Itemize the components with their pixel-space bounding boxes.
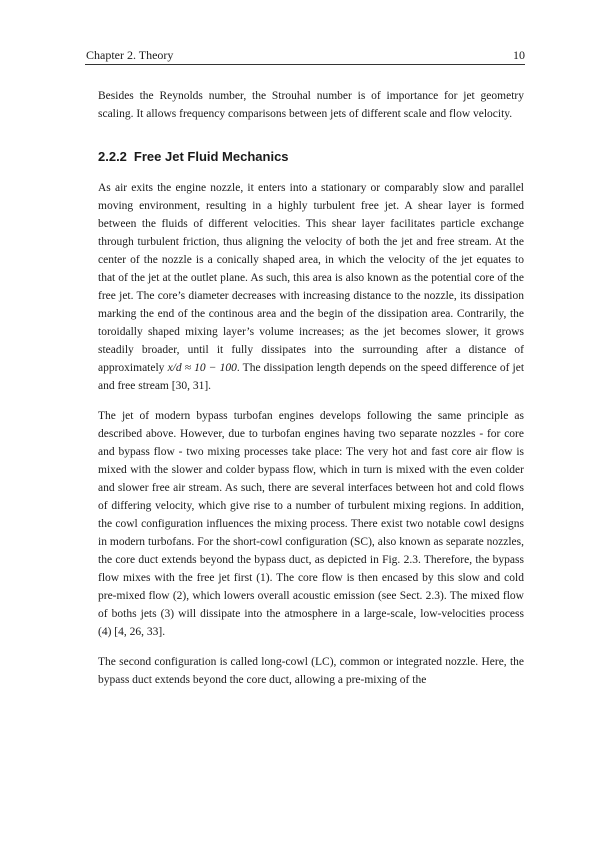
section-heading: [98, 149, 524, 165]
paragraph-long-cowl: The second configuration is called long-cowl (LC), common or integrated nozzle. Here, the bypass duct extends beyond the core duct, allowing a pre-mixing of the: [98, 656, 524, 686]
paragraph-text: As air exits the engine nozzle, it enters into a stationary or comparably slow and parallel moving environment, resulting in a highly turbulent free jet. A shear layer is formed between the fluids of different velocities. This shear layer facilitates particle exchange through turbulent friction, thus aligning the velocity of both the jet and free stream. At the center of the nozzle is a conically shaped area, in which the velocity of the jet equates to that of the jet at the outlet plane. As such, this area is also known as the potential core of the free jet. The core’s diameter decreases with increasing distance to the nozzle, its dissipation marking the end of the continous area and the begin of the dissipation area. Contrarily, the toroidally shaped mixing layer’s volume increases; as the jet becomes slower, it grows steadily broader, until it fully dissipates into the surrounding after a distance of approximately: [98, 182, 524, 374]
inline-math-formula: x/d ≈ 10 − 100: [167, 362, 237, 374]
page-body: [98, 87, 524, 701]
page-number: 10: [513, 48, 525, 62]
section-title: Free Jet Fluid Mechanics: [133, 149, 289, 164]
paragraph-free-jet: [98, 179, 524, 395]
section-number: 2.2.2: [98, 149, 127, 164]
intro-paragraph: Besides the Reynolds number, the Strouhal number is of importance for jet geometry scaling. It allows frequency comparisons between jets of different scale and flow velocity.: [98, 90, 524, 120]
paragraph-text: . The dissipation length depends on the speed difference of jet and free stream [30, 31].: [98, 362, 525, 392]
paragraph-bypass-turbofan: The jet of modern bypass turbofan engines develops following the same principle as described above. However, due to turbofan engines having two separate nozzles - for core and bypass flow - two mixing processes take place: The very hot and fast core air flow is mixed with the slower and colder bypass flow, which in turn is mixed with the even colder and slower free air stream. As such, there are several interfaces between hot and cold flows of differing velocity, which give rise to a number of turbulent mixing regions. In addition, the cowl configuration influences the mixing process. There exist two notable cowl designs in modern turbofans. For the short-cowl configuration (SC), also known as separate nozzles, the core duct extends beyond the bypass duct, as depicted in Fig. 2.3. Therefore, the bypass flow mixes with the free jet first (1). The core flow is then encased by this slow and cold pre-mixed flow (2), which lowers overall acoustic emission (see Sect. 2.3). The mixed flow of boths jets (3) will dissipate into the atmosphere in a large-scale, low-velocities process (4) [4, 26, 33].: [98, 410, 524, 638]
running-header: [85, 48, 525, 65]
chapter-title: Chapter 2. Theory: [86, 48, 174, 62]
